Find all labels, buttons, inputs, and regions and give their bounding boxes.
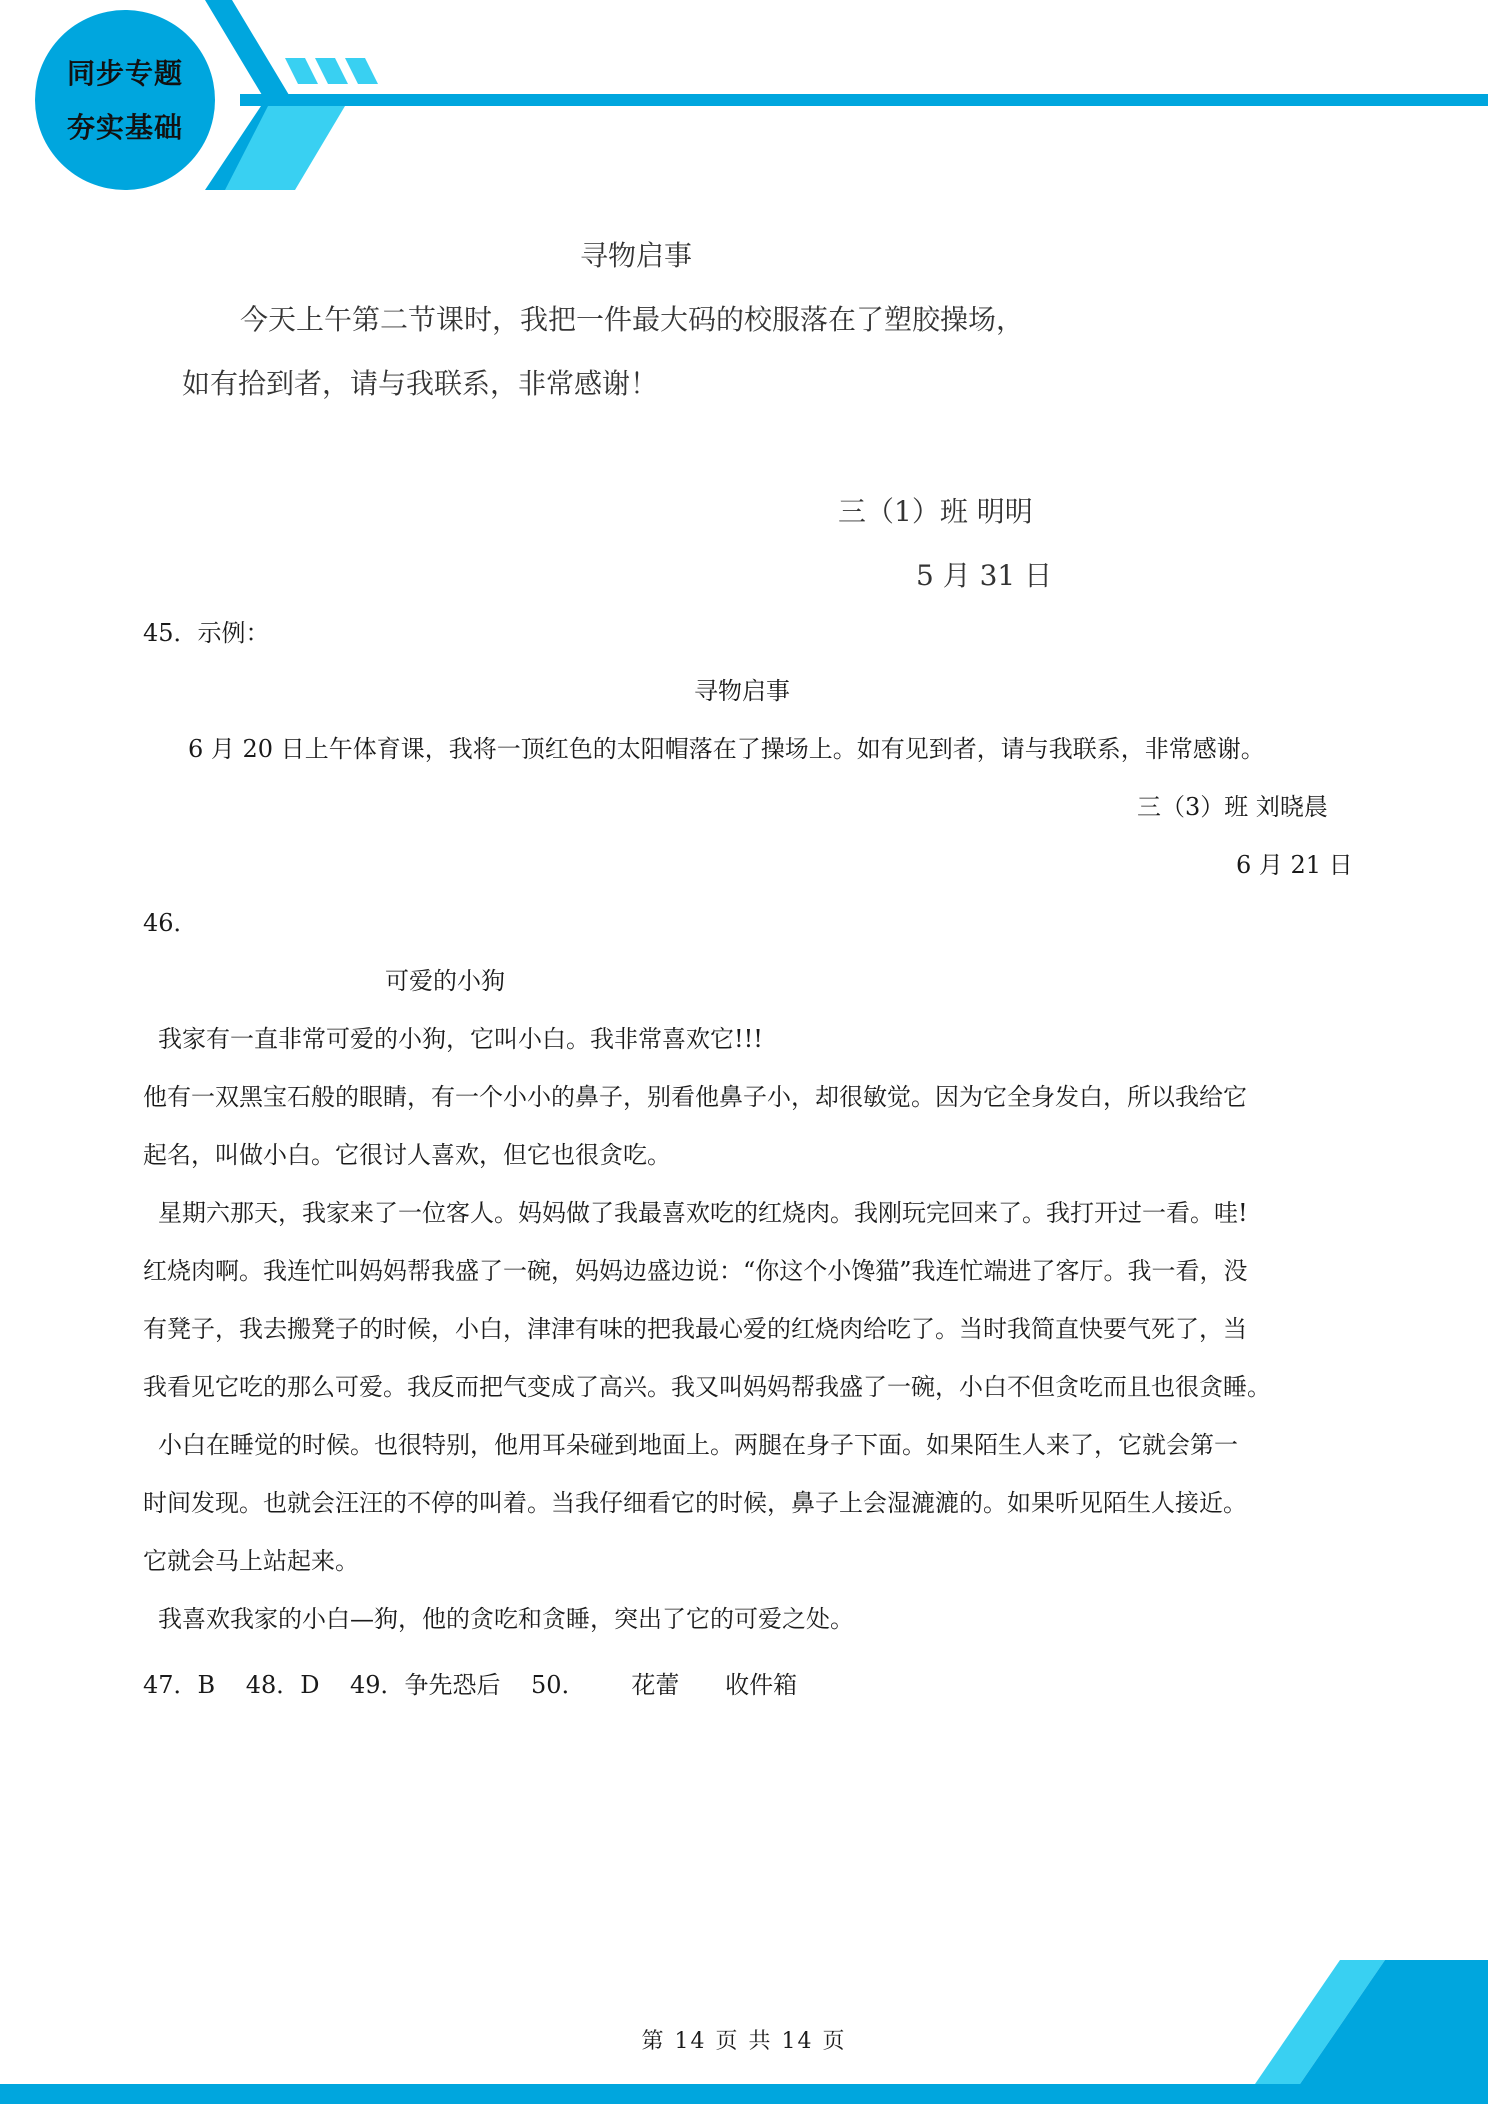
q46-line: 它就会马上站起来。 — [143, 1547, 359, 1575]
page-number: 第 14 页 共 14 页 — [641, 2029, 847, 2054]
footer-wedge-dark — [1300, 1960, 1488, 2084]
q46-line: 起名，叫做小白。它很讨人喜欢，但它也很贪吃。 — [143, 1141, 671, 1169]
answers-47-50: 47．B 48．D 49．争先恐后 50． 花蕾 收件箱 — [143, 1671, 798, 1699]
notice-image — [170, 228, 1070, 608]
q45-body: 6 月 20 日上午体育课，我将一顶红色的太阳帽落在了操场上。如有见到者，请与我联系，非常感谢。 — [188, 735, 1265, 763]
footer-band — [0, 2084, 1488, 2104]
q46-line: 时间发现。也就会汪汪的不停的叫着。当我仔细看它的时候，鼻子上会湿漉漉的。如果听见陌生人接近。 — [143, 1489, 1247, 1517]
q45-label: 45．示例： — [143, 619, 270, 647]
header-band — [240, 94, 1488, 106]
q45-title: 寻物启事 — [694, 677, 790, 705]
q45-date: 6 月 21 日 — [1236, 851, 1353, 879]
q46-line: 红烧肉啊。我连忙叫妈妈帮我盛了一碗，妈妈边盛边说：“你这个小馋猫”我连忙端进了客厅。我一看，没 — [143, 1257, 1248, 1285]
header-stripe-3 — [345, 58, 378, 84]
badge-line-2: 夯实基础 — [66, 111, 183, 144]
q45-signature: 三（3）班 刘晓晨 — [1137, 793, 1328, 821]
footer-wedge-light — [1255, 1960, 1385, 2084]
q46-line: 我喜欢我家的小白—狗，他的贪吃和贪睡，突出了它的可爱之处。 — [158, 1605, 854, 1633]
q46-line: 小白在睡觉的时候。也很特别，他用耳朵碰到地面上。两腿在身子下面。如果陌生人来了，它就会第一 — [158, 1431, 1238, 1459]
q46-line: 我看见它吃的那么可爱。我反而把气变成了高兴。我又叫妈妈帮我盛了一碗，小白不但贪吃而且也很贪睡。 — [143, 1373, 1271, 1401]
notice-image-signature: 三（1）班 明明 — [838, 495, 1033, 528]
header-stripe-2 — [315, 58, 348, 84]
q46-line: 他有一双黑宝石般的眼睛，有一个小小的鼻子，别看他鼻子小，却很敏觉。因为它全身发白，所以我给它 — [143, 1083, 1247, 1111]
header-stripe-1 — [285, 58, 318, 84]
q46-line: 星期六那天，我家来了一位客人。妈妈做了我最喜欢吃的红烧肉。我刚玩完回来了。我打开过一看。哇! — [158, 1199, 1248, 1227]
header-banner — [0, 0, 1488, 200]
header-badge-circle — [35, 10, 215, 190]
q46-line: 我家有一直非常可爱的小狗，它叫小白。我非常喜欢它!!! — [158, 1025, 763, 1053]
q46-line: 有凳子，我去搬凳子的时候，小白，津津有味的把我最心爱的红烧肉给吃了。当时我简直快要气死了，当 — [143, 1315, 1247, 1343]
notice-image-line-2: 如有拾到者，请与我联系，非常感谢！ — [182, 367, 659, 400]
badge-line-1: 同步专题 — [66, 57, 183, 90]
notice-image-line-1: 今天上午第二节课时，我把一件最大码的校服落在了塑胶操场， — [240, 303, 1025, 336]
q46-title: 可爱的小狗 — [385, 967, 505, 995]
notice-image-date: 5 月 31 日 — [916, 559, 1053, 592]
notice-image-title: 寻物启事 — [580, 239, 693, 272]
q46-label: 46． — [143, 909, 198, 937]
